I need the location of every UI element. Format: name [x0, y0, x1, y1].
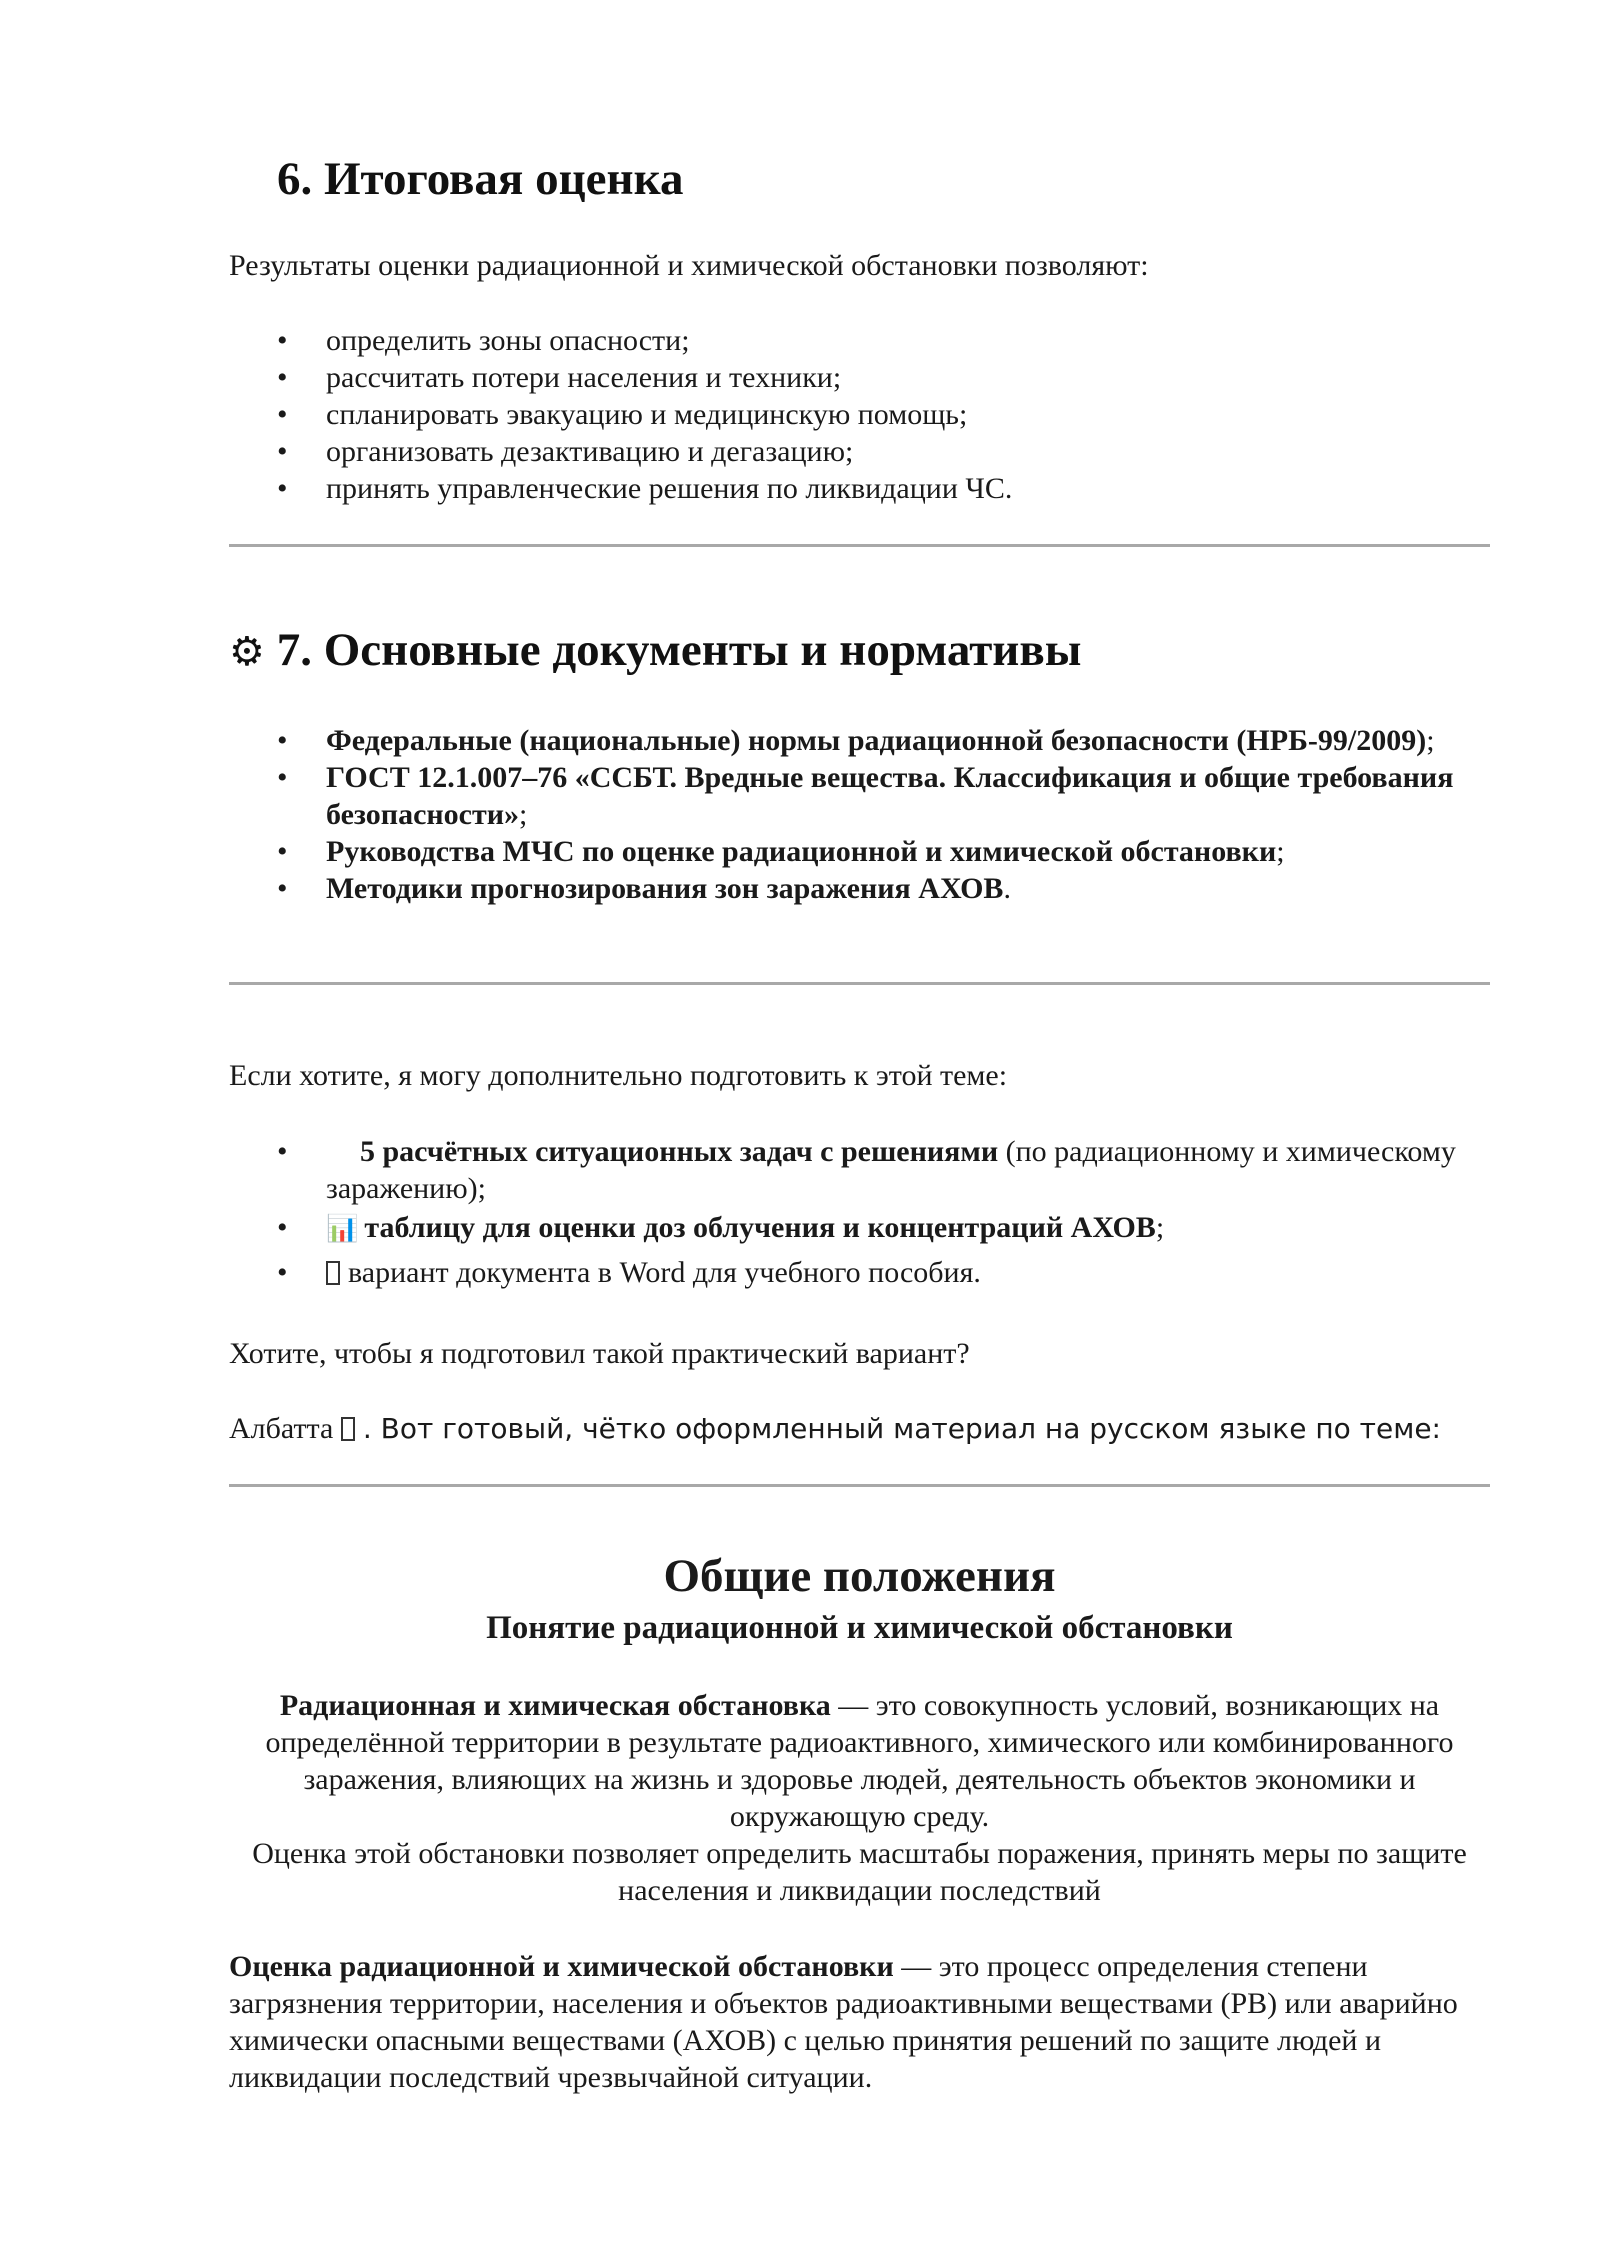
list-item-tail: ; — [1426, 724, 1435, 757]
divider — [229, 544, 1490, 547]
general-paragraph-1 — [229, 1687, 1490, 1909]
definition-text-2: Оценка этой обстановки позволяет определить масштабы поражения, принять меры по защите населения и ликвидации последствий — [252, 1837, 1467, 1907]
divider — [229, 982, 1490, 985]
missing-glyph-icon — [326, 1261, 340, 1285]
general-paragraph-2 — [229, 1948, 1490, 2096]
definition-text: — это процесс определения степени загрязнения территории, населения и объектов радиоактивными веществами (РВ) или аварийно химически опасными веществами (АХОВ) с целью принятия решений по защите людей и ликвидации последствий чрезвычайной ситуации. — [229, 1950, 1458, 2094]
term-bold: Радиационная и химическая обстановка — [279, 1689, 831, 1722]
missing-glyph-icon — [341, 1417, 355, 1441]
general-title: Общие положения — [663, 1550, 1056, 1602]
document-name: Федеральные (национальные) нормы радиационной безопасности (НРБ-99/2009) — [326, 724, 1427, 757]
list-item — [229, 722, 1490, 759]
offer-item-tail: (по радиационному и химическому заражению); — [326, 1135, 1456, 1205]
section-7-list — [229, 722, 1490, 907]
list-item — [229, 833, 1490, 870]
list-item-tail: . — [1003, 872, 1011, 905]
divider — [229, 1484, 1490, 1487]
section-6-heading: 6. Итоговая оценка — [277, 153, 684, 205]
offer-item-bold: таблицу для оценки доз облучения и концентраций АХОВ — [364, 1211, 1156, 1244]
offer-item-bold: 5 расчётных ситуационных задач с решениями — [360, 1135, 999, 1168]
section-6-intro: Результаты оценки радиационной и химической обстановки позволяют: — [229, 249, 1149, 282]
gear-icon: ⚙ — [229, 629, 265, 675]
offer-intro: Если хотите, я могу дополнительно подготовить к этой теме: — [229, 1059, 1008, 1092]
list-item — [229, 1133, 1490, 1207]
list-item — [229, 870, 1490, 907]
document-name: Руководства МЧС по оценке радиационной и химической обстановки — [326, 835, 1277, 868]
list-item: • рассчитать потери населения и техники; — [229, 359, 1490, 396]
list-item — [229, 759, 1490, 833]
list-item — [229, 1254, 1490, 1291]
list-item: • спланировать эвакуацию и медицинскую помощь; — [229, 396, 1490, 433]
albatta-prefix: Албатта — [229, 1412, 341, 1445]
offer-list — [229, 1133, 1490, 1291]
definition-text: — это совокупность условий, возникающих на определённой территории в результате радиоактивного, химического или комбинированного заражения, влияющих на жизнь и здоровье людей, деятельность объектов экономики и окружающую среду. — [265, 1689, 1454, 1833]
document-name: ГОСТ 12.1.007–76 «ССБТ. Вредные вещества. Классификация и общие требования безопасности» — [326, 761, 1454, 831]
offer-item-text: вариант документа в Word для учебного пособия. — [348, 1256, 981, 1289]
albatta-rest: . Вот готовый, чётко оформленный материал на русском языке по теме: — [362, 1412, 1441, 1445]
section-6-list — [229, 322, 1490, 507]
list-item — [229, 1209, 1490, 1248]
list-item-tail: ; — [519, 798, 528, 831]
list-item-tail: ; — [1276, 835, 1285, 868]
general-subtitle: Понятие радиационной и химической обстановки — [486, 1610, 1233, 1646]
albatta-line — [229, 1410, 1441, 1447]
document-name: Методики прогнозирования зон заражения АХОВ — [326, 872, 1004, 905]
section-7-heading — [229, 623, 1081, 677]
offer-item-tail: ; — [1155, 1211, 1165, 1244]
list-item: • принять управленческие решения по ликвидации ЧС. — [229, 470, 1490, 507]
offer-question: Хотите, чтобы я подготовил такой практический вариант? — [229, 1337, 970, 1370]
list-item: • определить зоны опасности; — [229, 322, 1490, 359]
section-7-heading-text: 7. Основные документы и нормативы — [276, 624, 1082, 676]
list-item: • организовать дезактивацию и дегазацию; — [229, 433, 1490, 470]
term-bold: Оценка радиационной и химической обстановки — [229, 1950, 894, 1983]
chart-icon: 📊 — [326, 1214, 359, 1244]
